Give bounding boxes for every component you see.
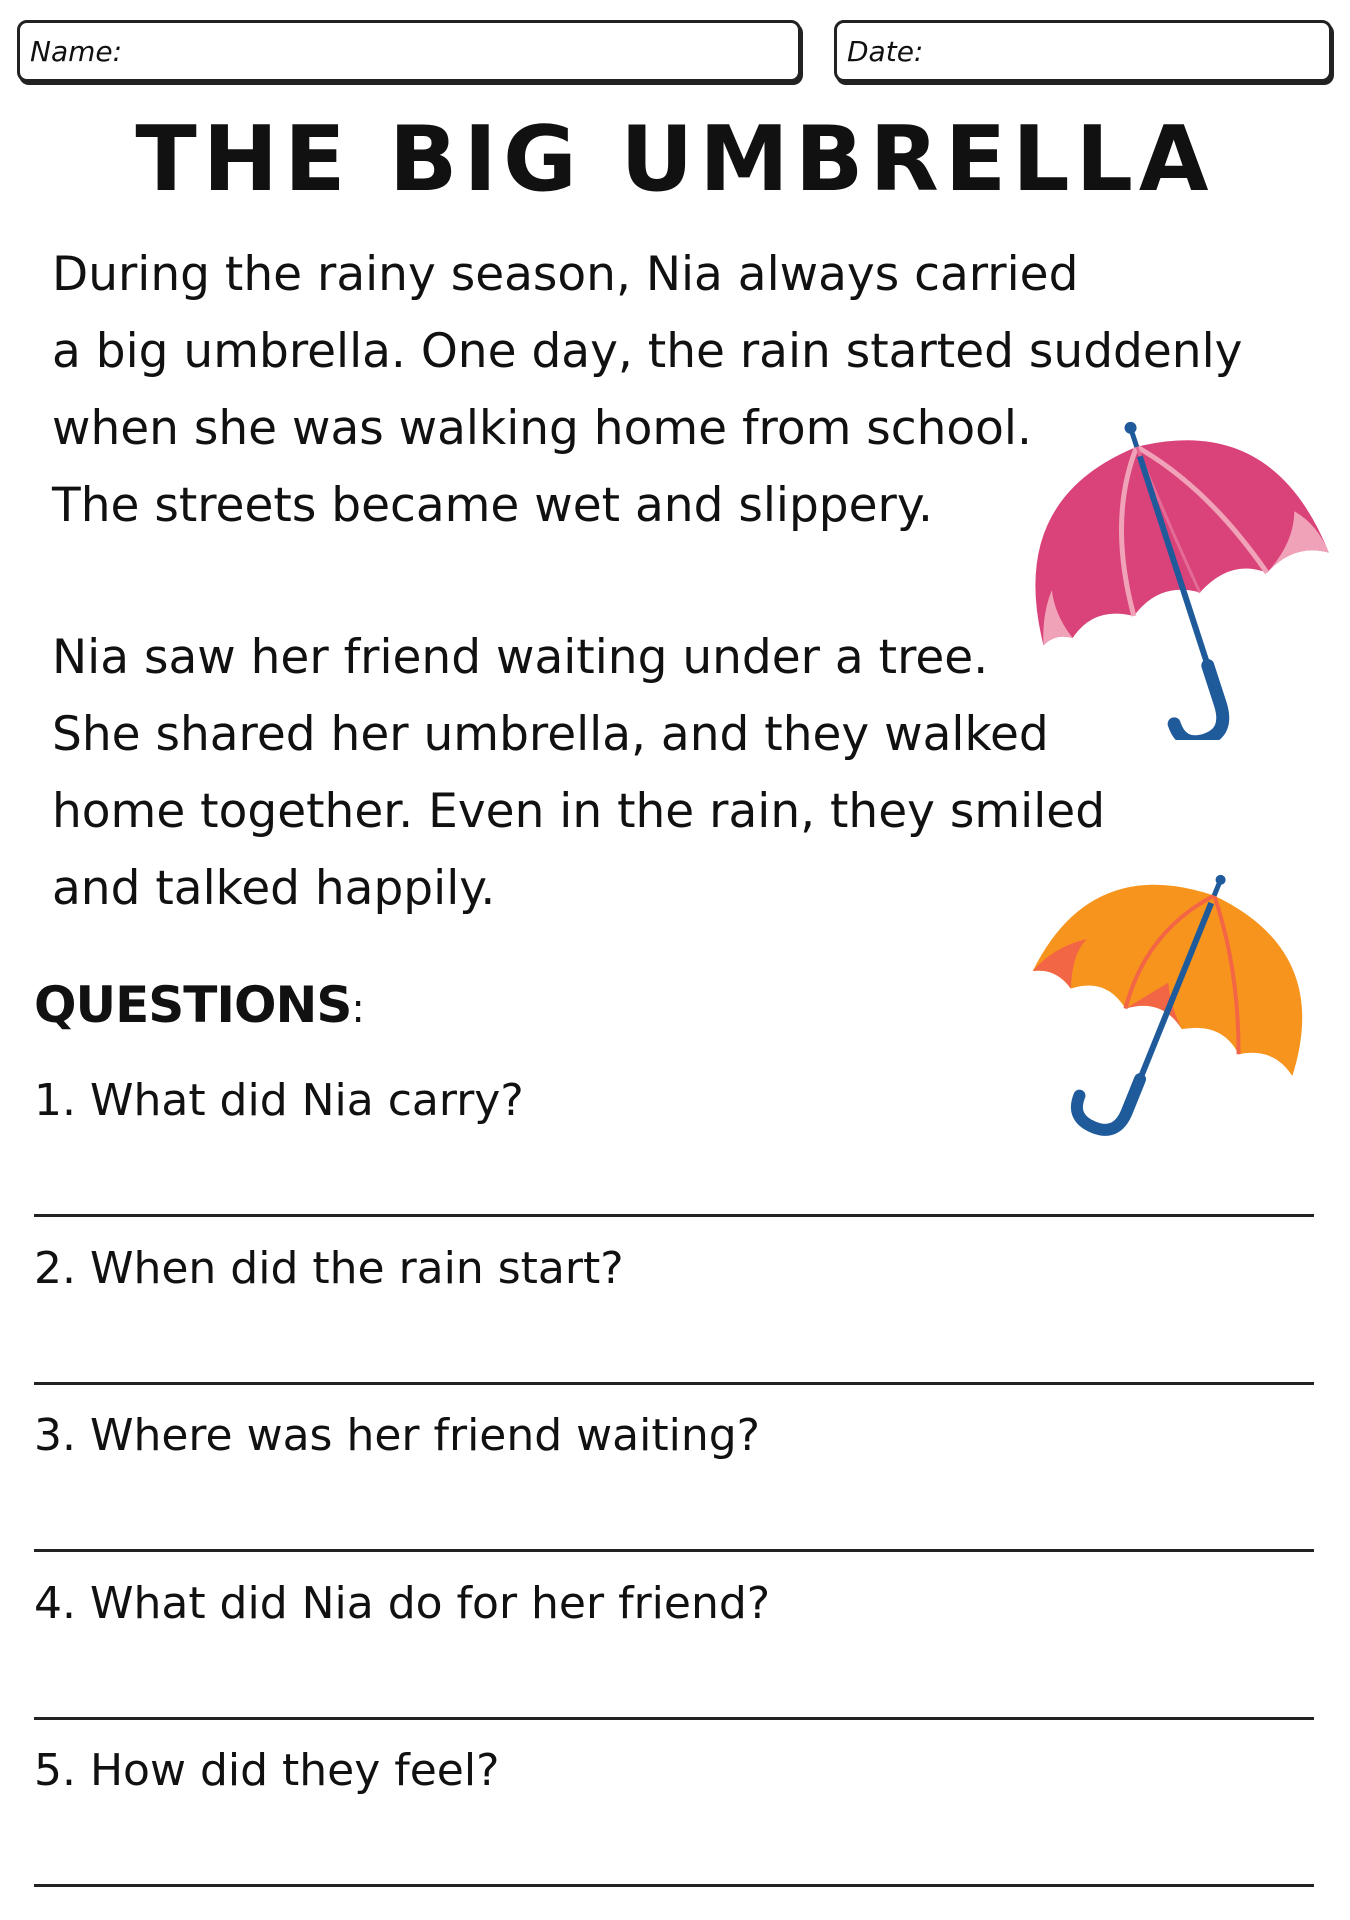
story-line: when she was walking home from school. [52, 401, 1032, 456]
answer-line-3[interactable] [34, 1549, 1314, 1552]
story-line: home together. Even in the rain, they smiled [52, 784, 1106, 839]
story-line: Nia saw her friend waiting under a tree. [52, 630, 989, 685]
question-1: 1. What did Nia carry? [34, 1075, 524, 1126]
answer-line-4[interactable] [34, 1717, 1314, 1720]
answer-line-2[interactable] [34, 1382, 1314, 1385]
questions-heading-text: QUESTIONS [34, 976, 352, 1034]
question-4: 4. What did Nia do for her friend? [34, 1578, 771, 1629]
questions-heading-colon: : [351, 986, 364, 1032]
orange-umbrella-icon [1020, 865, 1320, 1155]
answer-line-1[interactable] [34, 1214, 1314, 1217]
name-label: Name: [30, 35, 123, 68]
name-field[interactable] [17, 20, 801, 82]
date-field[interactable] [834, 20, 1332, 82]
questions-heading [34, 976, 364, 1034]
pink-umbrella-icon [1010, 410, 1350, 740]
answer-line-5[interactable] [34, 1884, 1314, 1887]
date-label: Date: [847, 35, 924, 68]
question-2: 2. When did the rain start? [34, 1243, 624, 1294]
story-line: During the rainy season, Nia always carried [52, 247, 1079, 302]
question-5: 5. How did they feel? [34, 1745, 500, 1796]
story-line: and talked happily. [52, 861, 496, 916]
worksheet-title: THE BIG UMBRELLA [135, 107, 1215, 212]
story-paragraph-2 [52, 619, 1105, 927]
story-line: She shared her umbrella, and they walked [52, 707, 1049, 762]
story-line: The streets became wet and slippery. [52, 478, 933, 533]
question-3: 3. Where was her friend waiting? [34, 1410, 760, 1461]
story-line: a big umbrella. One day, the rain started suddenly [52, 324, 1243, 379]
